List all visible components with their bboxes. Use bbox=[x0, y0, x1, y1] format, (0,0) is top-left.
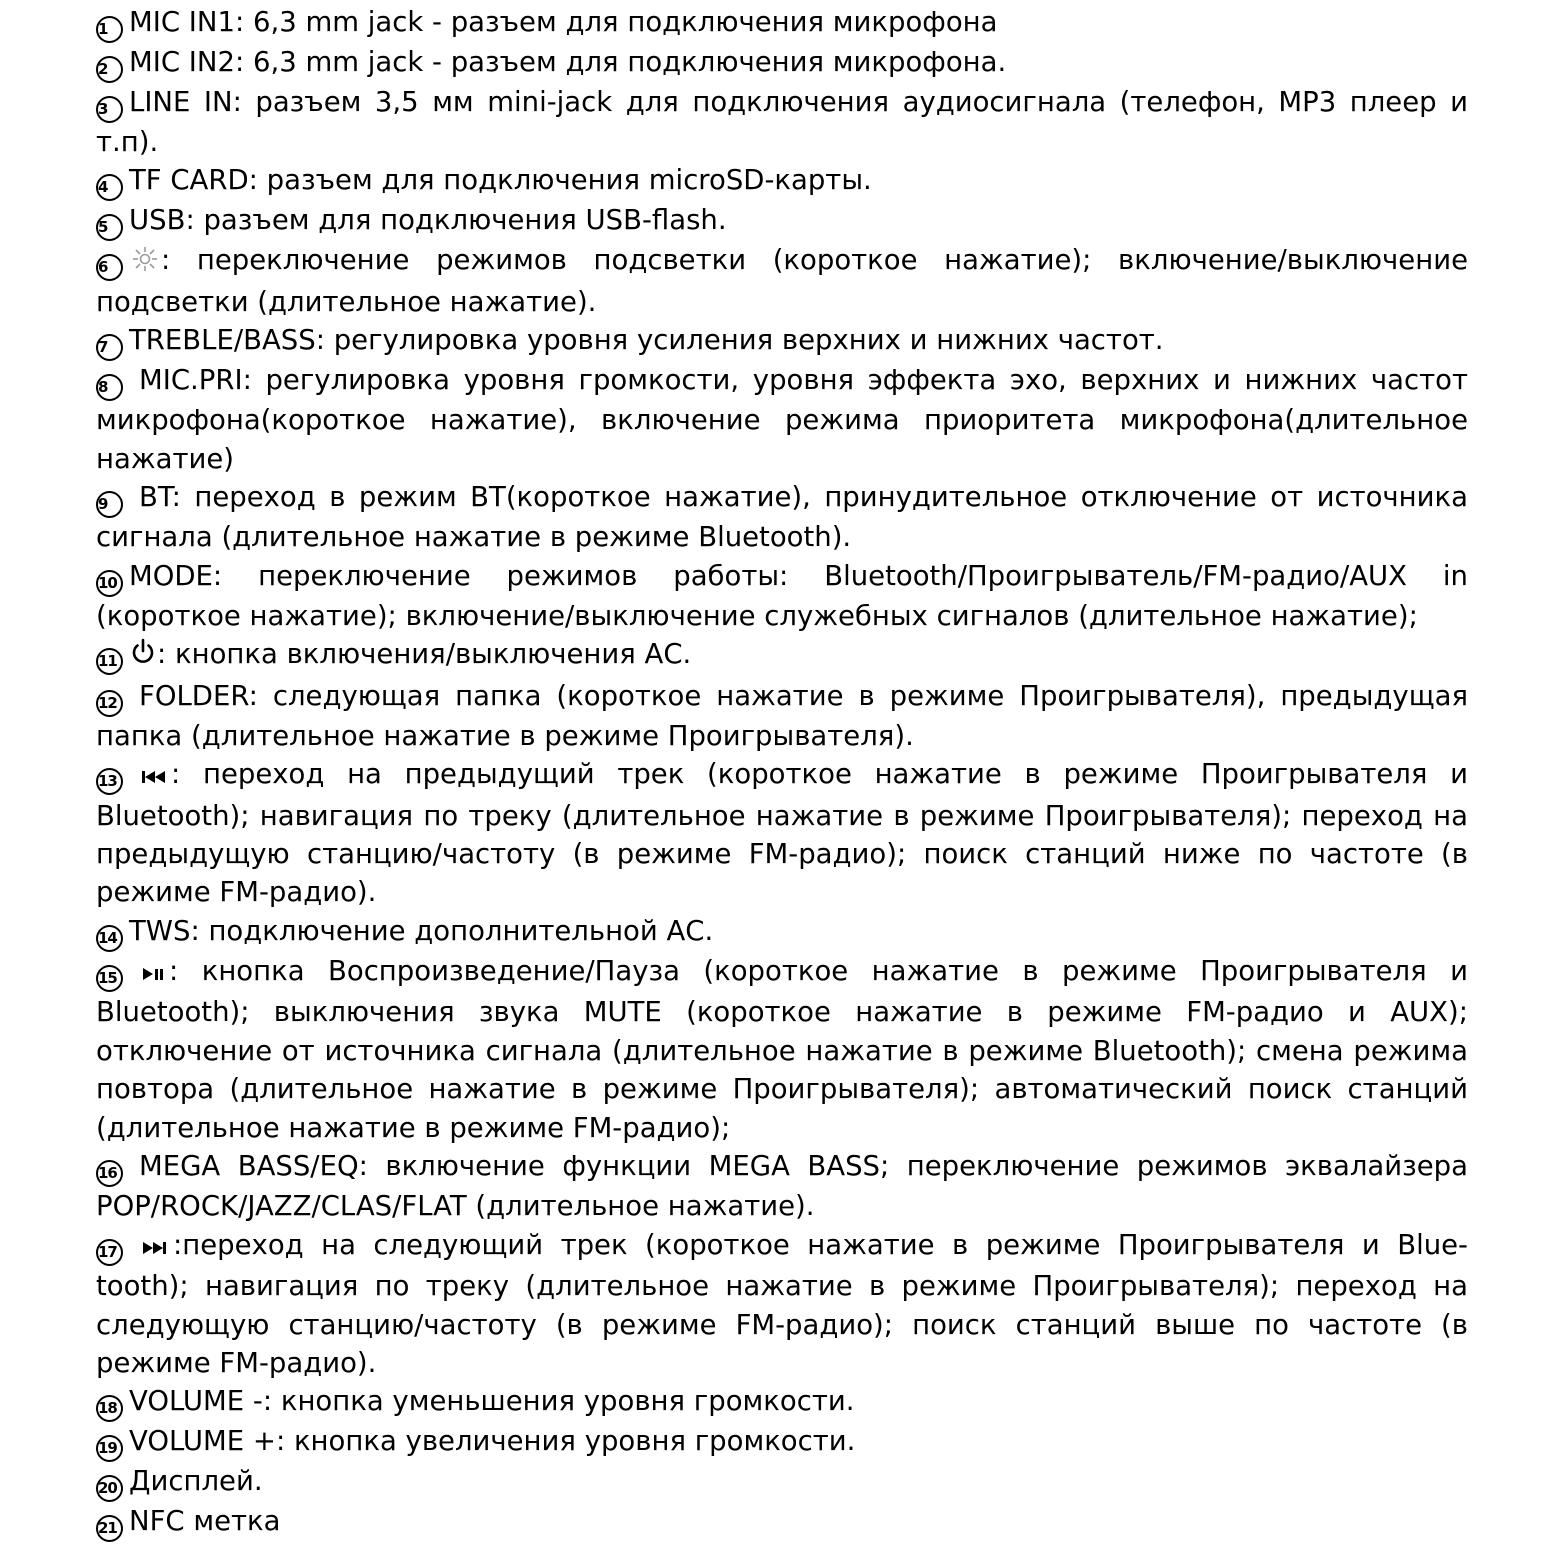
number-badge: 14 bbox=[96, 925, 123, 952]
item-text: LINE IN: разъем 3,5 мм mini-jack для подключения аудиосигнала (телефон, MP3 плеер и т.п). bbox=[96, 86, 1468, 158]
list-item-12 bbox=[96, 677, 1468, 755]
item-text: : кнопка Воспроизведение/Пауза (короткое нажатие в режиме Проигрывателя и Bluetooth); выключения звука MUTE (короткое нажатие в режиме FM-радио и AUX); отключение от источника сигнала (длительное нажатие в режиме Bluetooth); смена режима повтора (длительное нажатие в режиме Проигрывателя); автоматический поиск станций (длительное нажатие в режиме FM-радио); bbox=[96, 954, 1468, 1144]
number-badge: 1 bbox=[96, 16, 123, 43]
item-text: VOLUME +: кнопка увеличения уровня громкости. bbox=[129, 1425, 856, 1458]
next-track-icon bbox=[140, 1229, 172, 1267]
list-item-15 bbox=[96, 952, 1468, 1147]
item-text: BT: переход в режим BT(короткое нажатие), принудительное отключение от источника сигнала (длительное нажатие в режиме Bluetooth). bbox=[96, 481, 1468, 554]
number-badge: 16 bbox=[96, 1160, 123, 1187]
list-item-16 bbox=[96, 1147, 1468, 1225]
list-item-9 bbox=[96, 478, 1468, 556]
list-item-11 bbox=[96, 635, 1468, 676]
number-badge: 20 bbox=[96, 1475, 123, 1502]
list-item-5 bbox=[96, 201, 1468, 241]
item-text: MIC IN1: 6,3 mm jack - разъем для подключения микрофона bbox=[129, 6, 998, 38]
item-text: USB: разъем для подключения USB-flash. bbox=[129, 204, 727, 237]
list-item-18 bbox=[96, 1382, 1468, 1422]
list-item-8 bbox=[96, 361, 1468, 478]
number-badge: 5 bbox=[96, 214, 123, 241]
item-text: MIC.PRI: регулировка уровня громкости, уровня эффекта эхо, верхних и нижних частот микрофона(короткое нажатие), включение режима приоритета микрофона(длительное нажатие) bbox=[96, 364, 1468, 475]
item-text: TWS: подключение дополнительной АС. bbox=[129, 914, 714, 947]
list-item-17 bbox=[96, 1226, 1468, 1383]
item-text: MODE: переключение режимов работы: Bluetooth/Проигрыватель/FM-радио/AUX in (короткое нажатие); включение/выключение служебных сигналов (длительное нажатие); bbox=[96, 559, 1468, 632]
number-badge: 12 bbox=[96, 690, 123, 717]
number-badge: 10 bbox=[96, 570, 123, 597]
list-item-3 bbox=[96, 83, 1468, 161]
manual-controls-list bbox=[96, 3, 1468, 1542]
list-item-4 bbox=[96, 161, 1468, 201]
number-badge: 15 bbox=[96, 965, 123, 992]
number-badge: 8 bbox=[96, 374, 123, 401]
list-item-20 bbox=[96, 1462, 1468, 1502]
item-text: TREBLE/BASS: регулировка уровня усиления верхних и нижних частот. bbox=[129, 324, 1164, 357]
item-text: FOLDER: следующая папка (короткое нажатие в режиме Проигрывателя), предыдущая папка (длительное нажатие в режиме Проигрывателя). bbox=[96, 679, 1468, 752]
item-text: NFC метка bbox=[129, 1505, 281, 1538]
previous-track-icon bbox=[140, 758, 170, 796]
list-item-6 bbox=[96, 241, 1468, 321]
list-item-1 bbox=[96, 3, 1468, 43]
list-item-7 bbox=[96, 321, 1468, 361]
number-badge: 6 bbox=[96, 254, 123, 281]
list-item-14 bbox=[96, 912, 1468, 952]
item-text: : переключение режимов подсветки (короткое нажатие); включение/выключение подсветки (длительное нажатие). bbox=[96, 244, 1468, 318]
list-item-19 bbox=[96, 1422, 1468, 1462]
number-badge: 7 bbox=[96, 334, 123, 361]
item-text: MEGA BASS/EQ: включение функции MEGA BASS; переключение режимов эквалайзера POP/ROCK/JAZZ/CLAS/FLAT (длительное нажатие). bbox=[96, 1150, 1468, 1223]
list-item-13 bbox=[96, 755, 1468, 912]
list-item-10 bbox=[96, 557, 1468, 635]
number-badge: 18 bbox=[96, 1395, 123, 1422]
item-text: : переход на предыдущий трек (короткое нажатие в режиме Проигрывателя и Bluetooth); навигация по треку (длительное нажатие в режиме Проигрывателя); переход на предыдущую станцию/частоту (в режиме FM-радио); поиск станций ниже по частоте (в режиме FM-радио). bbox=[96, 758, 1468, 909]
power-icon bbox=[130, 638, 156, 676]
number-badge: 3 bbox=[96, 96, 123, 123]
number-badge: 19 bbox=[96, 1435, 123, 1462]
number-badge: 13 bbox=[96, 768, 123, 795]
list-item-21 bbox=[96, 1502, 1468, 1542]
number-badge: 9 bbox=[96, 491, 123, 518]
item-text: TF CARD: разъем для подключения microSD-карты. bbox=[129, 164, 872, 197]
number-badge: 21 bbox=[96, 1515, 123, 1542]
item-text: MIC IN2: 6,3 mm jack - разъем для подключения микрофона. bbox=[129, 46, 1007, 78]
item-text: VOLUME -: кнопка уменьшения уровня громкости. bbox=[129, 1385, 855, 1418]
number-badge: 4 bbox=[96, 174, 123, 201]
item-text: : кнопка включения/выключения АС. bbox=[157, 638, 692, 671]
item-text: :переход на следующий трек (короткое нажатие в режиме Проигрывателя и Blue-tooth); навигация по треку (длительное нажатие в режиме Проигрывателя); переход на следующую станцию/частоту (в режиме FM-радио); поиск станций выше по частоте (в режиме FM-радио). bbox=[96, 1228, 1468, 1379]
number-badge: 11 bbox=[96, 648, 123, 675]
number-badge: 17 bbox=[96, 1239, 123, 1266]
number-badge: 2 bbox=[96, 56, 123, 83]
backlight-sun-icon bbox=[130, 244, 160, 282]
play-pause-icon bbox=[140, 955, 168, 993]
list-item-2 bbox=[96, 43, 1468, 83]
item-text: Дисплей. bbox=[129, 1465, 263, 1498]
